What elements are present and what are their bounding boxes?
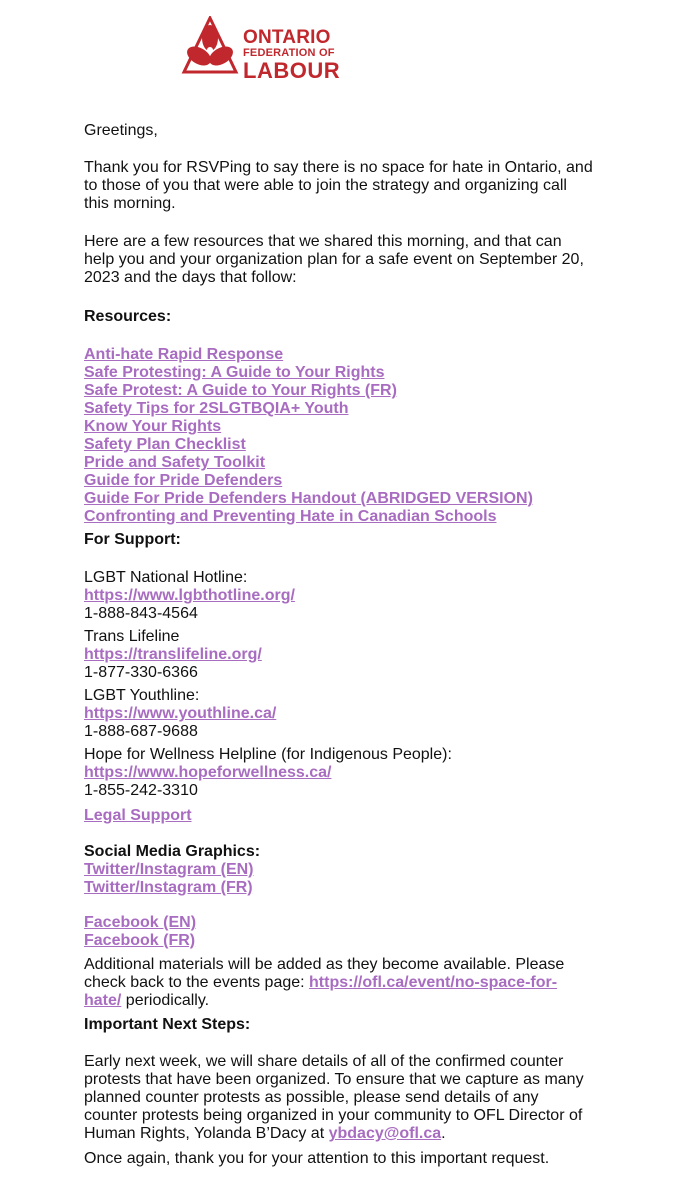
resource-link[interactable]: Safety Plan Checklist [84,436,246,453]
resource-link[interactable]: Guide For Pride Defenders Handout (ABRIDGED VERSION) [84,490,533,507]
greeting: Greetings, [84,122,158,139]
resources-link-list [84,346,533,526]
support-heading: For Support: [84,531,181,548]
hotline-entry [84,746,452,800]
social-heading: Social Media Graphics: [84,843,261,860]
hotline-phone: 1-855-242-3310 [84,782,198,799]
resources-intro-line: 2023 and the days that follow: [84,269,297,286]
additional-line [84,992,564,1010]
events-page-link-continued[interactable]: hate/ [84,992,122,1009]
social-link[interactable]: Facebook (FR) [84,932,196,949]
hotline-name: LGBT Youthline: [84,687,200,704]
next-steps-paragraph [84,1053,584,1143]
resource-link[interactable]: Safety Tips for 2SLGTBQIA+ Youth [84,400,349,417]
trillium-logo-icon [180,16,240,76]
closing-line: Once again, thank you for your attention to this important request. [84,1150,550,1167]
hotline-phone: 1-888-843-4564 [84,605,198,622]
next-steps-suffix: . [441,1125,446,1142]
hotline-phone: 1-888-687-9688 [84,723,198,740]
legal-support-entry [84,807,192,825]
hotline-entry [84,687,276,741]
additional-prefix: check back to the events page: [84,974,310,991]
additional-materials-paragraph [84,956,564,1010]
hotline-entry [84,569,295,623]
hotline-url-link[interactable]: https://translifeline.org/ [84,646,262,663]
resource-link[interactable]: Safe Protest: A Guide to Your Rights (FR) [84,382,397,399]
next-steps-line: planned counter protests as possible, please send details of any [84,1089,539,1106]
intro-line: this morning. [84,195,176,212]
email-link[interactable]: ybdacy@ofl.ca [328,1125,442,1142]
hotline-entry [84,628,262,682]
resource-link[interactable]: Anti-hate Rapid Response [84,346,284,363]
hotline-url-link[interactable]: https://www.lgbthotline.org/ [84,587,295,604]
additional-line: Additional materials will be added as they become available. Please [84,956,565,973]
social-link[interactable]: Facebook (EN) [84,914,197,931]
additional-line [84,974,564,992]
next-steps-line [84,1125,584,1143]
logo-line-2: FEDERATION OF [243,47,335,59]
hotline-name: LGBT National Hotline: [84,569,248,586]
next-steps-line: protests that have been organized. To ensure that we capture as many [84,1071,584,1088]
next-steps-line: Early next week, we will share details of all of the confirmed counter [84,1053,564,1070]
intro-line: to those of you that were able to join the strategy and organizing call [84,177,567,194]
logo-line-1: ONTARIO [243,27,331,48]
social-links-twitter [84,861,254,897]
hotline-phone: 1-877-330-6366 [84,664,198,681]
events-page-link[interactable]: https://ofl.ca/event/no-space-for- [309,974,558,991]
next-steps-heading: Important Next Steps: [84,1016,251,1033]
resources-heading: Resources: [84,308,172,325]
hotline-url-link[interactable]: https://www.youthline.ca/ [84,705,277,722]
next-steps-line: counter protests being organized in your community to OFL Director of [84,1107,583,1124]
hotline-name: Trans Lifeline [84,628,180,645]
resources-intro-paragraph [84,233,584,287]
resources-intro-line: help you and your organization plan for a safe event on September 20, [84,251,584,268]
resource-link[interactable]: Confronting and Preventing Hate in Canadian Schools [84,508,497,525]
intro-line: Thank you for RSVPing to say there is no space for hate in Ontario, and [84,159,593,176]
resource-link[interactable]: Safe Protesting: A Guide to Your Rights [84,364,385,381]
resources-intro-line: Here are a few resources that we shared this morning, and that can [84,233,562,250]
social-link[interactable]: Twitter/Instagram (EN) [84,861,254,878]
logo-wordmark [243,28,340,82]
resource-link[interactable]: Guide for Pride Defenders [84,472,283,489]
legal-support-link[interactable]: Legal Support [84,807,192,824]
intro-paragraph [84,159,593,213]
resource-link[interactable]: Pride and Safety Toolkit [84,454,266,471]
ofl-logo [180,16,360,83]
additional-suffix: periodically. [121,992,210,1009]
social-link[interactable]: Twitter/Instagram (FR) [84,879,253,896]
logo-line-3: LABOUR [243,58,341,83]
hotline-url-link[interactable]: https://www.hopeforwellness.ca/ [84,764,332,781]
next-steps-prefix: Human Rights, Yolanda B’Dacy at [84,1125,329,1142]
resource-link[interactable]: Know Your Rights [84,418,222,435]
social-links-facebook [84,914,196,950]
hotline-name: Hope for Wellness Helpline (for Indigenous People): [84,746,452,763]
